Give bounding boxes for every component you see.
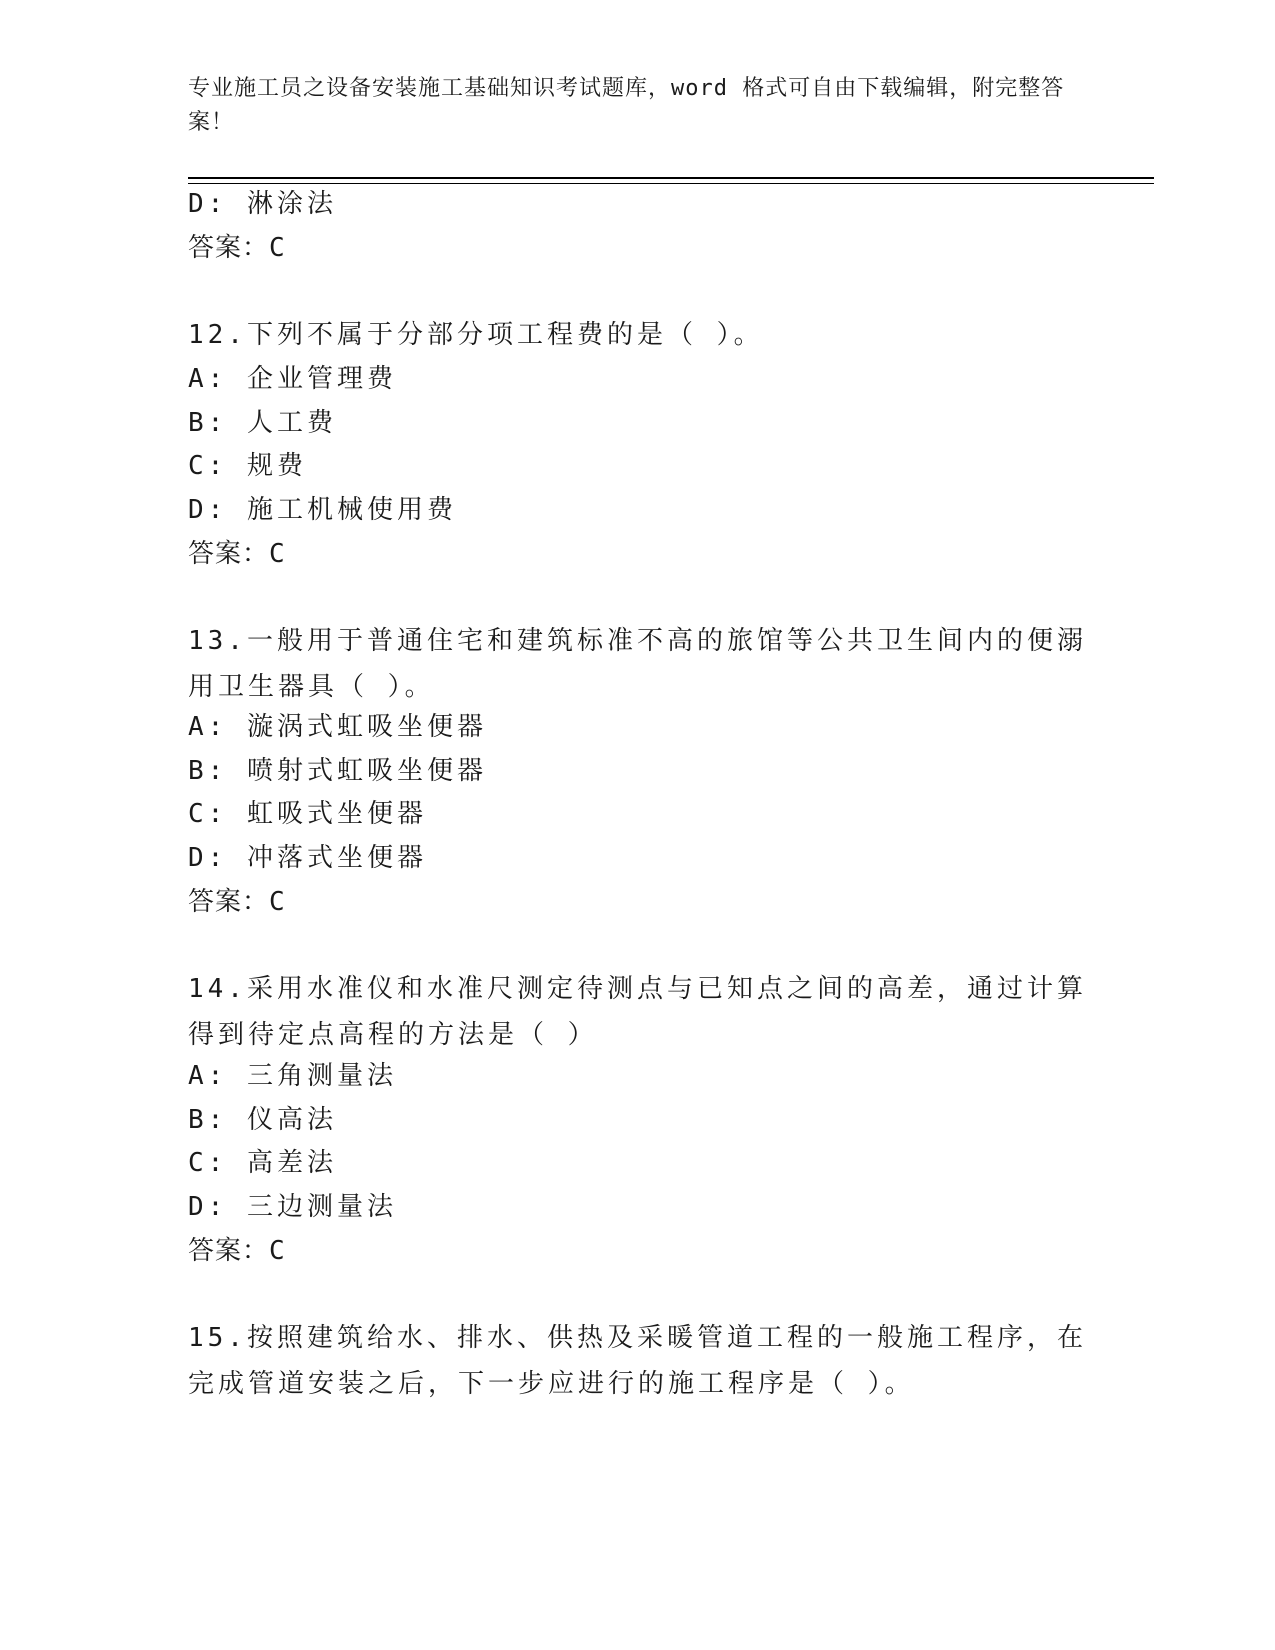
document-header: 专业施工员之设备安装施工基础知识考试题库，word 格式可自由下载编辑，附完整答案！ xyxy=(188,76,1065,135)
q12-option-b: B: 人工费 xyxy=(188,408,337,438)
q14-option-b: B: 仪高法 xyxy=(188,1105,337,1135)
q13-option-b: B: 喷射式虹吸坐便器 xyxy=(188,756,487,786)
q13-option-c: C: 虹吸式坐便器 xyxy=(188,799,427,829)
q14-option-d: D: 三边测量法 xyxy=(188,1192,397,1222)
q14-question: 14.采用水准仪和水准尺测定待测点与已知点之间的高差，通过计算得到待定点高程的方法是（ ） xyxy=(188,974,1087,1050)
q13-option-a: A: 漩涡式虹吸坐便器 xyxy=(188,712,487,742)
q14-option-c: C: 高差法 xyxy=(188,1148,337,1178)
q12-answer: 答案：C xyxy=(188,539,286,569)
q12-option-c: C: 规费 xyxy=(188,451,307,481)
q14-answer: 答案：C xyxy=(188,1236,286,1266)
q13-question: 13.一般用于普通住宅和建筑标准不高的旅馆等公共卫生间内的便溺用卫生器具（ ）。 xyxy=(188,626,1087,702)
prev-answer: 答案：C xyxy=(188,233,286,263)
prev-option-d: D: 淋涂法 xyxy=(188,189,337,219)
q14-option-a: A: 三角测量法 xyxy=(188,1061,397,1091)
q12-option-d: D: 施工机械使用费 xyxy=(188,495,457,525)
q12-option-a: A: 企业管理费 xyxy=(188,364,397,394)
header-divider-thin xyxy=(188,183,1154,184)
header-divider-thick xyxy=(188,177,1154,179)
q12-question: 12.下列不属于分部分项工程费的是（ ）。 xyxy=(188,320,764,350)
q13-answer: 答案：C xyxy=(188,887,286,917)
q15-question: 15.按照建筑给水、排水、供热及采暖管道工程的一般施工程序，在完成管道安装之后，下一步应进行的施工程序是（ ）。 xyxy=(188,1323,1087,1399)
q13-option-d: D: 冲落式坐便器 xyxy=(188,843,427,873)
